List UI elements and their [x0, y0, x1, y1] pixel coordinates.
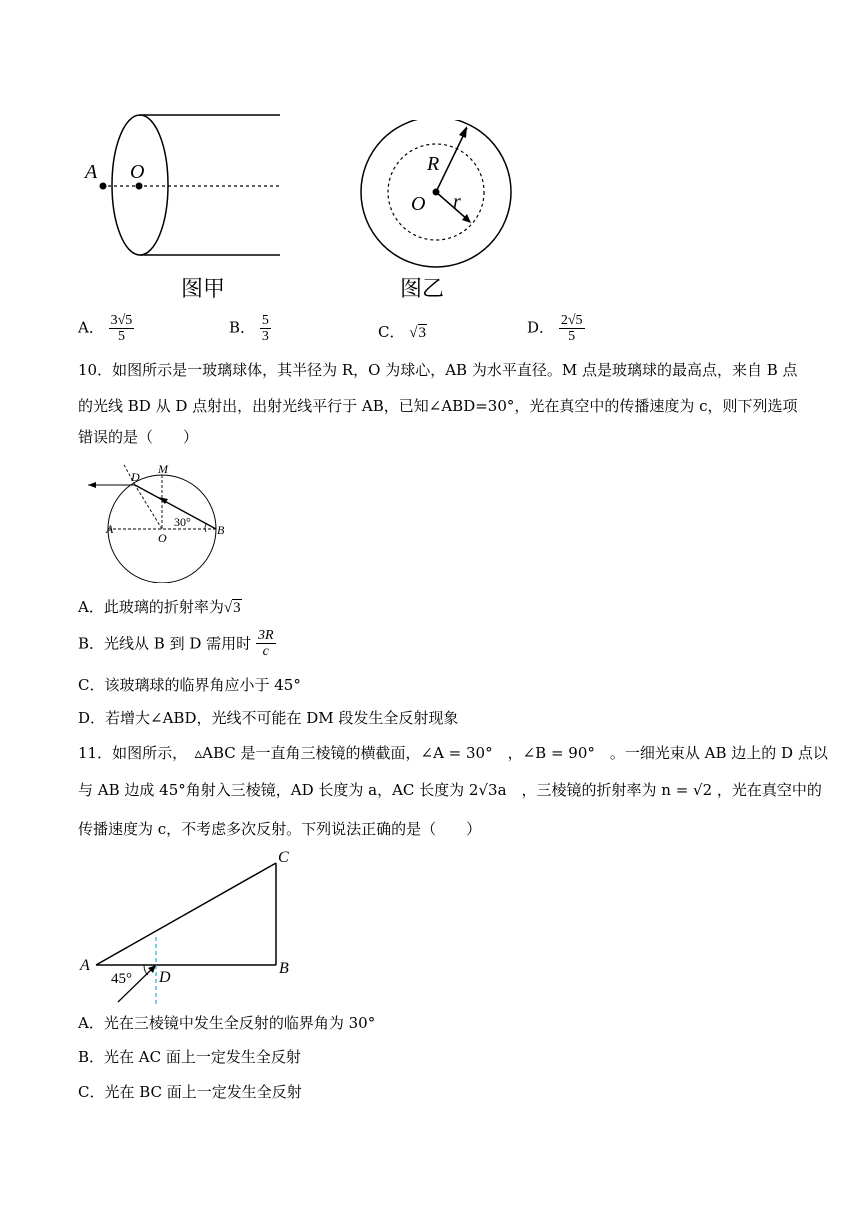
frac-den: c: [262, 644, 269, 659]
option-label: D．: [527, 318, 555, 337]
label-angle-45: 45°: [111, 971, 132, 987]
frac-den: 3: [261, 329, 269, 344]
q10-option-b[interactable]: [78, 628, 276, 659]
frac-den: 5: [117, 329, 125, 344]
label-M: M: [158, 462, 168, 476]
option-text: A．此玻璃的折射率为: [78, 598, 224, 616]
caption-figure-b: 图乙: [400, 277, 445, 302]
q11-stem-line2: 与 AB 边成 45°角射入三棱镜，AD 长度为 a，AC 长度为 2√3a ，三棱镜的折射率为 n = √2 ，光在真空中的: [78, 781, 822, 799]
sqrt-value: 3: [418, 325, 426, 341]
label-o: O: [130, 161, 145, 183]
figure-circles: [355, 120, 520, 280]
label-A: A: [106, 522, 114, 536]
label-O: O: [411, 193, 426, 215]
q10-stem-line3: 错误的是（ ）: [78, 428, 199, 446]
q11-stem-line3: 传播速度为 c，不考虑多次反射。下列说法正确的是（ ）: [78, 820, 482, 838]
caption-figure-a: 图甲: [181, 277, 226, 302]
q10-option-a[interactable]: A．此玻璃的折射率为√3: [78, 598, 241, 616]
label-D: D: [159, 969, 171, 986]
frac-num: 3√5: [110, 313, 133, 328]
label-R: R: [427, 153, 440, 175]
label-angle-30: 30°: [174, 515, 191, 529]
frac-den: 5: [568, 329, 576, 344]
option-label: B．: [229, 318, 256, 337]
label-B: B: [217, 523, 225, 537]
frac-num: 2√5: [560, 313, 583, 328]
label-O: O: [158, 531, 167, 545]
option-text: B．光线从 B 到 D 需用时: [78, 634, 252, 653]
frac-num: 3R: [257, 628, 274, 643]
q9-option-a[interactable]: [78, 313, 134, 344]
figure-prism: [78, 845, 303, 1005]
label-B: B: [279, 960, 289, 977]
q9-option-d[interactable]: [527, 313, 585, 344]
q11-option-c[interactable]: C．光在 BC 面上一定发生全反射: [78, 1083, 302, 1101]
point-o-dot: [136, 183, 143, 190]
label-A: A: [80, 957, 90, 974]
point-a-dot: [100, 183, 107, 190]
sqrt-value: 3: [233, 600, 241, 616]
label-a: A: [85, 161, 98, 183]
label-D: D: [131, 470, 140, 484]
q11-option-b[interactable]: B．光在 AC 面上一定发生全反射: [78, 1048, 301, 1066]
q10-stem-line1: 10．如图所示是一玻璃球体，其半径为 R，O 为球心，AB 为水平直径。M 点是玻璃球的最高点，来自 B 点: [78, 361, 798, 379]
q9-option-c[interactable]: C． √3: [378, 323, 426, 341]
option-label: A．: [78, 318, 104, 337]
q11-option-a[interactable]: A．光在三棱镜中发生全反射的临界角为 30°: [78, 1014, 376, 1032]
q11-stem-line1: 11．如图所示， ▵ABC 是一直角三棱镜的横截面，∠A = 30° ，∠B = 90° 。一细光束从 AB 边上的 D 点以: [78, 744, 828, 762]
q9-option-b[interactable]: [229, 313, 271, 344]
frac-num: 5: [261, 313, 269, 328]
q10-option-c[interactable]: C．该玻璃球的临界角应小于 45°: [78, 676, 301, 694]
label-r: r: [453, 191, 461, 213]
q10-option-d[interactable]: D．若增大∠ABD，光线不可能在 DM 段发生全反射现象: [78, 709, 459, 727]
option-label: C．: [378, 323, 405, 341]
figure-glass-sphere: [78, 458, 238, 583]
q10-stem-line2: 的光线 BD 从 D 点射出，出射光线平行于 AB，已知∠ABD=30°，光在真空中的传播速度为 c，则下列选项: [78, 397, 798, 415]
label-C: C: [278, 849, 289, 866]
